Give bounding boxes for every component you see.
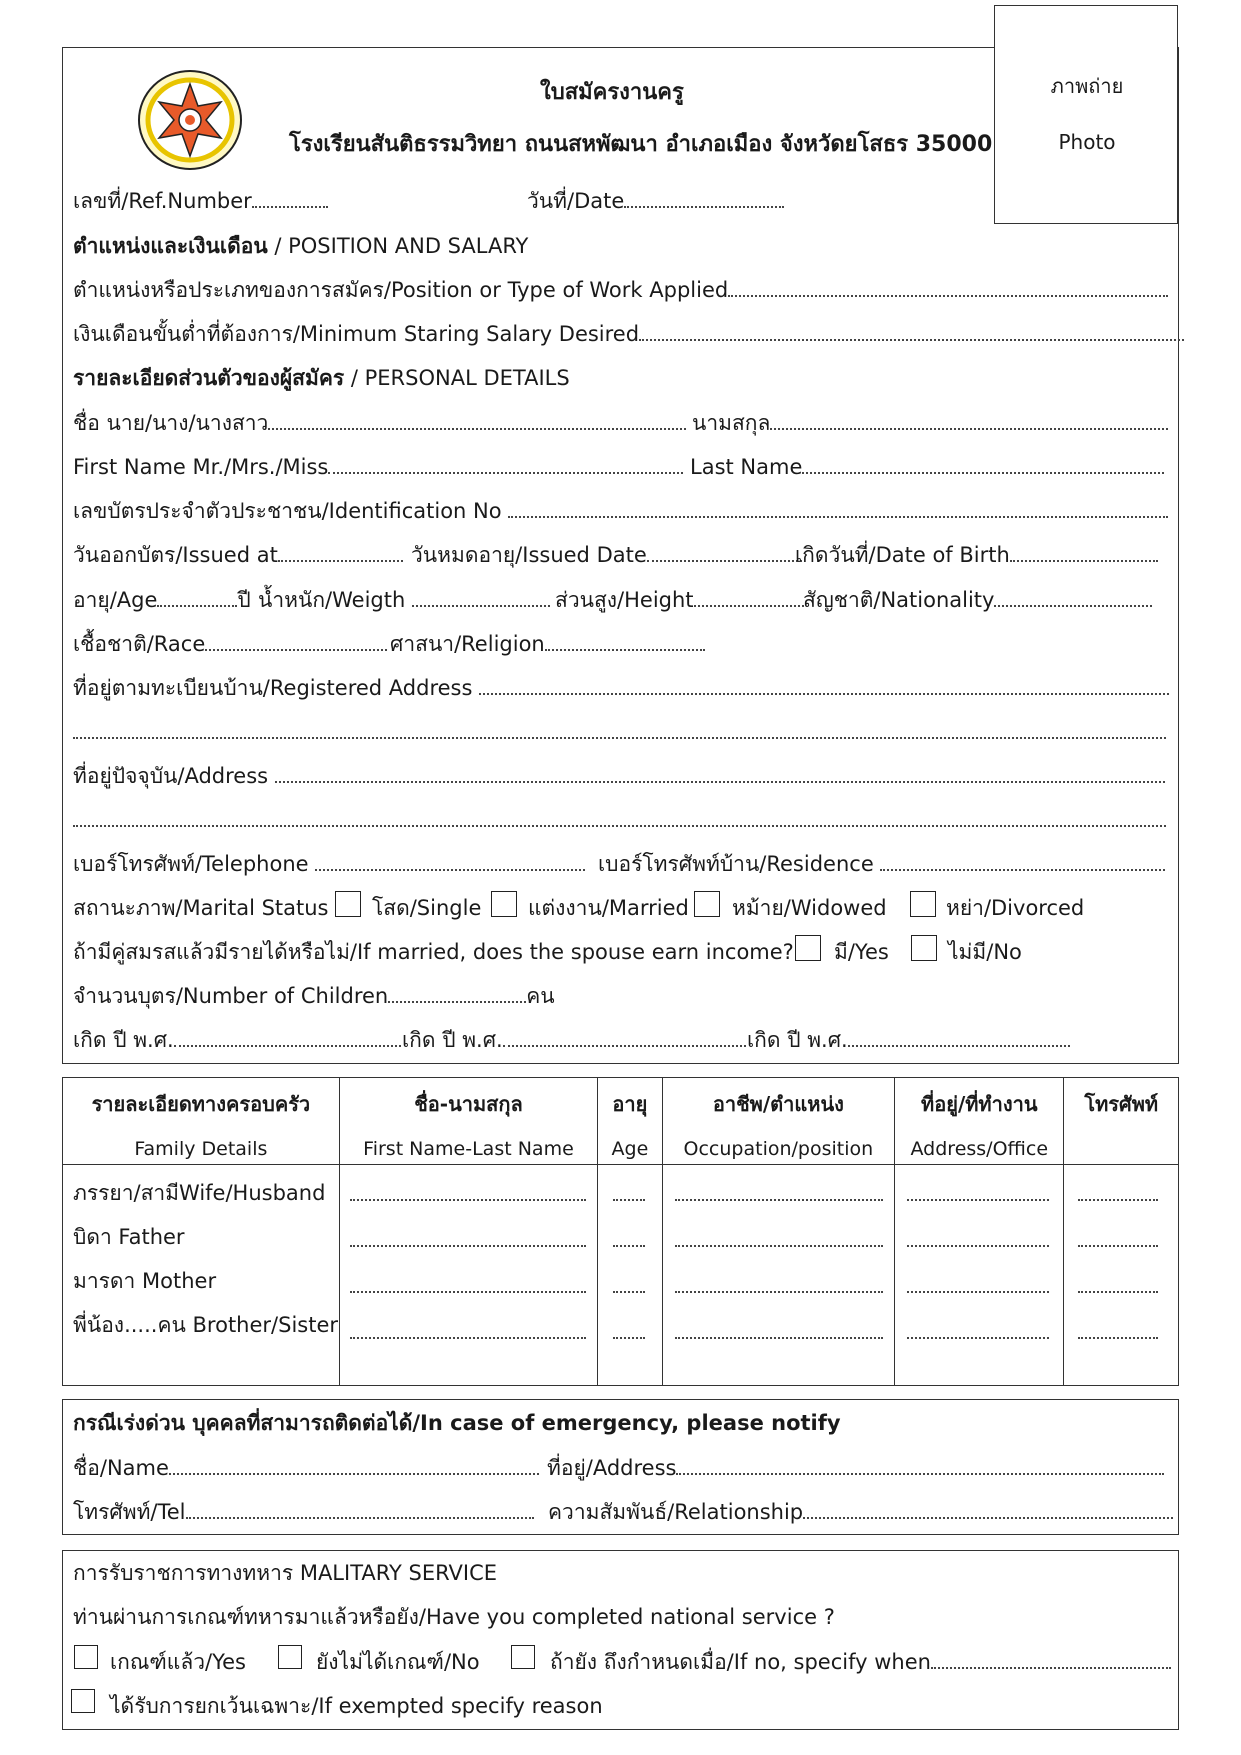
weight-field[interactable] bbox=[258, 590, 550, 611]
religion-label: ศาสนา/Religion bbox=[390, 632, 545, 656]
personal-heading bbox=[73, 368, 570, 389]
family-occupation-cell[interactable] bbox=[662, 1165, 894, 1386]
col-family-details-en: Family Details bbox=[134, 1138, 268, 1160]
ref-number-label: เลขที่/Ref.Number bbox=[73, 189, 252, 213]
military-pending-checkbox[interactable] bbox=[511, 1645, 535, 1669]
col-age-th: อายุ bbox=[612, 1092, 648, 1116]
emergency-tel-label: โทรศัพท์/Tel bbox=[73, 1500, 186, 1524]
personal-heading-th: รายละเอียดส่วนตัวของผู้สมัคร bbox=[73, 366, 345, 390]
military-heading: การรับราชการทางทหาร MALITARY SERVICE bbox=[73, 1561, 498, 1585]
last-name-label: Last Name bbox=[690, 455, 803, 479]
emergency-tel-field[interactable] bbox=[73, 1502, 534, 1523]
widowed-checkbox[interactable] bbox=[694, 891, 720, 917]
expiry-label: วันหมดอายุ/Issued Date bbox=[411, 543, 647, 567]
family-address-cell[interactable] bbox=[895, 1165, 1064, 1386]
relation-father: บิดา Father bbox=[73, 1225, 185, 1249]
address-line2[interactable] bbox=[73, 810, 1166, 831]
family-relations-cell bbox=[63, 1165, 340, 1386]
col-occupation bbox=[662, 1078, 894, 1165]
dob-label: เกิดวันที่/Date of Birth bbox=[795, 543, 1010, 567]
photo-box[interactable] bbox=[994, 5, 1178, 224]
col-occupation-th: อาชีพ/ตำแหน่ง bbox=[712, 1092, 844, 1116]
col-name bbox=[339, 1078, 597, 1165]
emergency-name-label: ชื่อ/Name bbox=[73, 1456, 169, 1480]
military-when-field[interactable] bbox=[550, 1652, 1171, 1673]
salary-field[interactable] bbox=[73, 324, 1184, 345]
col-name-en: First Name-Last Name bbox=[363, 1138, 574, 1160]
photo-label-th: ภาพถ่าย bbox=[1050, 74, 1124, 98]
married-label: แต่งงาน/Married bbox=[528, 896, 689, 920]
form-title: ใบสมัครงานครู bbox=[540, 80, 684, 105]
children-field[interactable] bbox=[73, 986, 555, 1007]
emergency-address-field[interactable] bbox=[547, 1458, 1164, 1479]
spouse-yes-checkbox[interactable] bbox=[795, 935, 821, 961]
col-family-details-th: รายละเอียดทางครอบครัว bbox=[91, 1092, 311, 1116]
age-unit: ปี bbox=[237, 588, 251, 612]
nationality-field[interactable] bbox=[803, 590, 1152, 611]
address-label: ที่อยู่ปัจจุบัน/Address bbox=[73, 764, 269, 788]
position-heading bbox=[73, 236, 528, 257]
married-checkbox[interactable] bbox=[491, 891, 517, 917]
height-label: ส่วนสูง/Height bbox=[555, 588, 694, 612]
surname-th-label: นามสกุล bbox=[692, 411, 771, 435]
child-birth-year-1[interactable] bbox=[73, 1030, 401, 1051]
height-field[interactable] bbox=[555, 590, 804, 611]
age-label: อายุ/Age bbox=[73, 588, 158, 612]
weight-label: น้ำหนัก/Weigth bbox=[258, 588, 406, 612]
emergency-address-label: ที่อยู่/Address bbox=[547, 1456, 677, 1480]
name-th-label: ชื่อ นาย/นาง/นางสาว bbox=[73, 411, 269, 435]
surname-th-field[interactable] bbox=[692, 413, 1168, 434]
col-phone bbox=[1064, 1078, 1179, 1165]
registered-address-label: ที่อยู่ตามทะเบียนบ้าน/Registered Address bbox=[73, 676, 473, 700]
address-field[interactable] bbox=[73, 766, 1165, 787]
col-address-th: ที่อยู่/ที่ทำงาน bbox=[921, 1092, 1038, 1116]
family-age-cell[interactable] bbox=[598, 1165, 662, 1386]
relation-spouse: ภรรยา/สามีWife/Husband bbox=[73, 1181, 326, 1205]
family-phone-cell[interactable] bbox=[1064, 1165, 1179, 1386]
children-unit: คน bbox=[526, 984, 555, 1008]
ref-number-field[interactable] bbox=[73, 191, 328, 212]
personal-heading-en: / PERSONAL DETAILS bbox=[350, 366, 570, 390]
col-age-en: Age bbox=[611, 1138, 649, 1160]
military-no-checkbox[interactable] bbox=[278, 1645, 302, 1669]
single-label: โสด/Single bbox=[372, 896, 482, 920]
issued-at-field[interactable] bbox=[73, 545, 403, 566]
first-name-label: First Name Mr./Mrs./Miss bbox=[73, 455, 329, 479]
emergency-relationship-label: ความสัมพันธ์/Relationship bbox=[548, 1500, 804, 1524]
age-field[interactable] bbox=[73, 590, 251, 611]
child-birth-year-2[interactable] bbox=[402, 1030, 746, 1051]
school-name: โรงเรียนสันติธรรมวิทยา ถนนสหพัฒนา อำเภอเมือง จังหวัดยโสธร 35000 bbox=[289, 132, 993, 157]
race-label: เชื้อชาติ/Race bbox=[73, 632, 206, 656]
col-address bbox=[895, 1078, 1064, 1165]
id-number-field[interactable] bbox=[73, 501, 1168, 522]
emergency-relationship-field[interactable] bbox=[548, 1502, 1173, 1523]
residence-field[interactable] bbox=[598, 854, 1165, 875]
military-exempt-label: ได้รับการยกเว้นเฉพาะ/If exempted specify reason bbox=[110, 1694, 603, 1718]
position-heading-en: / POSITION AND SALARY bbox=[274, 234, 529, 258]
military-exempt-checkbox[interactable] bbox=[71, 1689, 95, 1713]
emergency-name-field[interactable] bbox=[73, 1458, 539, 1479]
family-table-header bbox=[63, 1078, 1179, 1165]
dob-field[interactable] bbox=[795, 545, 1158, 566]
nationality-label: สัญชาติ/Nationality bbox=[803, 588, 995, 612]
registered-address-line2[interactable] bbox=[73, 722, 1166, 743]
first-name-field[interactable] bbox=[73, 457, 683, 478]
divorced-label: หย่า/Divorced bbox=[946, 896, 1085, 920]
divorced-checkbox[interactable] bbox=[910, 891, 936, 917]
family-table-body bbox=[63, 1165, 1179, 1386]
military-yes-label: เกณฑ์แล้ว/Yes bbox=[110, 1650, 246, 1674]
widowed-label: หม้าย/Widowed bbox=[732, 896, 887, 920]
children-label: จำนวนบุตร/Number of Children bbox=[73, 984, 389, 1008]
spouse-yes-label: มี/Yes bbox=[834, 940, 889, 964]
religion-field[interactable] bbox=[390, 634, 705, 655]
born-year-label-1: เกิด ปี พ.ศ. bbox=[73, 1028, 174, 1052]
born-year-label-2: เกิด ปี พ.ศ. bbox=[402, 1028, 503, 1052]
registered-address-field[interactable] bbox=[73, 678, 1169, 699]
id-number-label: เลขบัตรประจำตัวประชาชน/Identification No bbox=[73, 499, 502, 523]
date-label: วันที่/Date bbox=[527, 189, 625, 213]
single-checkbox[interactable] bbox=[335, 891, 361, 917]
position-applied-label: ตำแหน่งหรือประเภทของการสมัคร/Position or Type of Work Applied bbox=[73, 278, 729, 302]
relation-mother: มารดา Mother bbox=[73, 1269, 217, 1293]
telephone-label: เบอร์โทรศัพท์/Telephone bbox=[73, 852, 309, 876]
issued-at-label: วันออกบัตร/Issued at bbox=[73, 543, 278, 567]
col-address-en: Address/Office bbox=[910, 1138, 1049, 1160]
last-name-field[interactable] bbox=[690, 457, 1164, 478]
marital-status-label: สถานะภาพ/Marital Status bbox=[73, 896, 329, 920]
salary-label: เงินเดือนขั้นต่ำที่ต้องการ/Minimum Staring Salary Desired bbox=[73, 322, 640, 346]
spouse-no-label: ไม่มี/No bbox=[948, 940, 1022, 964]
col-family-details bbox=[63, 1078, 340, 1165]
position-applied-field[interactable] bbox=[73, 280, 1168, 301]
name-th-field[interactable] bbox=[73, 413, 686, 434]
col-phone-th: โทรศัพท์ bbox=[1084, 1092, 1159, 1116]
date-field[interactable] bbox=[527, 191, 784, 212]
military-when-label: ถ้ายัง ถึงกำหนดเมื่อ/If no, specify when bbox=[550, 1650, 931, 1674]
col-age bbox=[598, 1078, 662, 1165]
military-question: ท่านผ่านการเกณฑ์ทหารมาแล้วหรือยัง/Have you completed national service ? bbox=[73, 1605, 835, 1629]
school-logo bbox=[136, 68, 244, 172]
child-birth-year-3[interactable] bbox=[747, 1030, 1070, 1051]
photo-label-en: Photo bbox=[1058, 130, 1116, 154]
col-name-th: ชื่อ-นามสกุล bbox=[414, 1092, 523, 1116]
spouse-income-question: ถ้ามีคู่สมรสแล้วมีรายได้หรือไม่/If married, does the spouse earn income? bbox=[73, 940, 794, 964]
emergency-heading: กรณีเร่งด่วน บุคคลที่สามารถติดต่อได้/In case of emergency, please notify bbox=[73, 1411, 841, 1435]
born-year-label-3: เกิด ปี พ.ศ. bbox=[747, 1028, 848, 1052]
residence-label: เบอร์โทรศัพท์บ้าน/Residence bbox=[598, 852, 874, 876]
spouse-no-checkbox[interactable] bbox=[911, 935, 937, 961]
family-name-cell[interactable] bbox=[339, 1165, 597, 1386]
position-heading-th: ตำแหน่งและเงินเดือน bbox=[73, 234, 268, 258]
telephone-field[interactable] bbox=[73, 854, 585, 875]
expiry-field[interactable] bbox=[411, 545, 802, 566]
col-occupation-en: Occupation/position bbox=[683, 1138, 874, 1160]
family-details-table bbox=[62, 1077, 1179, 1386]
race-field[interactable] bbox=[73, 634, 387, 655]
relation-siblings: พี่น้อง.....คน Brother/Sister bbox=[73, 1313, 339, 1337]
military-yes-checkbox[interactable] bbox=[74, 1645, 98, 1669]
military-no-label: ยังไม่ได้เกณฑ์/No bbox=[316, 1650, 480, 1674]
